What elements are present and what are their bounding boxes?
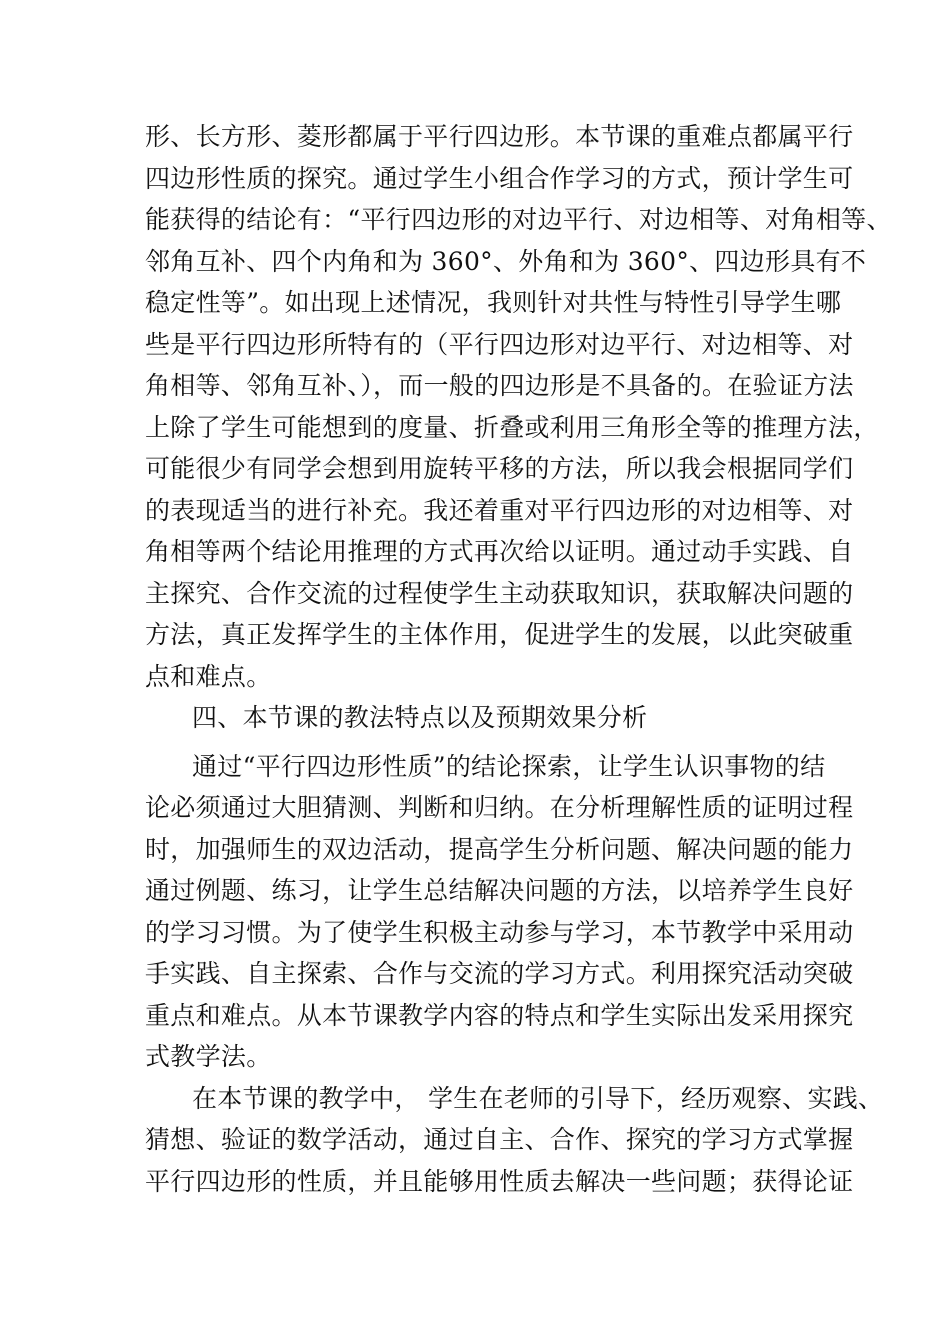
text-line: 论必须通过大胆猜测、判断和归纳。在分析理解性质的证明过程 — [145, 793, 854, 822]
text-line: 四边形性质的探究。通过学生小组合作学习的方式，预计学生可 — [145, 164, 854, 193]
paragraph-first-line: 通过“平行四边形性质”的结论探索，让学生认识事物的结 — [192, 752, 826, 781]
text-line: 角相等两个结论用推理的方式再次给以证明。通过动手实践、自 — [145, 537, 854, 566]
text-line: 重点和难点。从本节课教学内容的特点和学生实际出发采用探究 — [145, 1001, 854, 1030]
text-line: 点和难点。 — [145, 662, 272, 691]
text-line: 平行四边形的性质，并且能够用性质去解决一些问题；获得论证 — [145, 1167, 854, 1196]
text-line: 角相等、邻角互补、），而一般的四边形是不具备的。在验证方法 — [145, 371, 854, 400]
text-line: 主探究、合作交流的过程使学生主动获取知识，获取解决问题的 — [145, 579, 854, 608]
text-line: 形、长方形、菱形都属于平行四边形。本节课的重难点都属平行 — [145, 122, 854, 151]
text-line: 能获得的结论有：“平行四边形的对边平行、对边相等、对角相等、 — [145, 205, 892, 234]
text-line: 的表现适当的进行补充。我还着重对平行四边形的对边相等、对 — [145, 496, 854, 525]
text-line: 通过例题、练习，让学生总结解决问题的方法，以培养学生良好 — [145, 876, 854, 905]
section-heading: 四、本节课的教法特点以及预期效果分析 — [192, 703, 648, 732]
text-line: 些是平行四边形所特有的（平行四边形对边平行、对边相等、对 — [145, 330, 854, 359]
text-line: 可能很少有同学会想到用旋转平移的方法，所以我会根据同学们 — [145, 454, 854, 483]
text-line: 的学习习惯。为了使学生积极主动参与学习，本节教学中采用动 — [145, 918, 854, 947]
text-line: 式教学法。 — [145, 1042, 272, 1071]
text-line: 邻角互补、四个内角和为 360°、外角和为 360°、四边形具有不 — [145, 247, 867, 276]
text-line: 上除了学生可能想到的度量、折叠或利用三角形全等的推理方法， — [145, 413, 879, 442]
text-line: 稳定性等”。如出现上述情况，我则针对共性与特性引导学生哪 — [145, 288, 842, 317]
paragraph-first-line: 在本节课的教学中， 学生在老师的引导下，经历观察、实践、 — [192, 1084, 884, 1113]
text-line: 时，加强师生的双边活动，提高学生分析问题、解决问题的能力 — [145, 835, 854, 864]
text-line: 方法，真正发挥学生的主体作用，促进学生的发展，以此突破重 — [145, 620, 854, 649]
text-line: 猜想、验证的数学活动，通过自主、合作、探究的学习方式掌握 — [145, 1125, 854, 1154]
text-line: 手实践、自主探索、合作与交流的学习方式。利用探究活动突破 — [145, 959, 854, 988]
